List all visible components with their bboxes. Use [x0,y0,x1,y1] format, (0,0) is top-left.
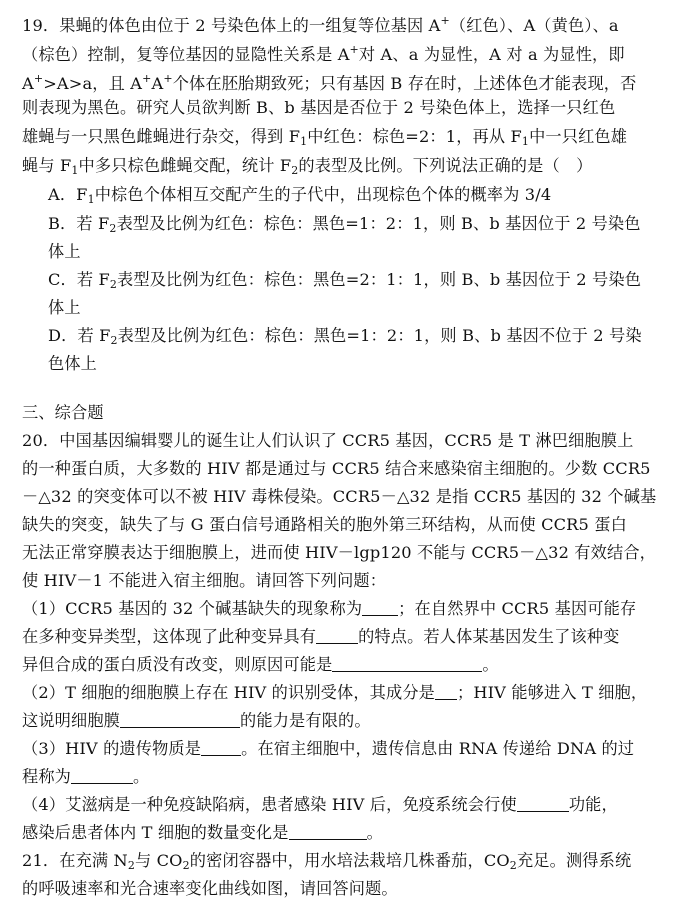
q20-line-1: 20．中国基因编辑婴儿的诞生让人们认识了 CCR5 基因，CCR5 是 T 淋巴细胞膜上 [22,431,634,450]
q20-line-5: 无法正常穿膜表达于细胞膜上，进而使 HIV－lgp120 不能与 CCR5－△32 有效结合， [22,543,656,562]
q19-option-c: C．若 $F_2$表型及比例为红色：棕色：黑色=2：1：1，则 B、b 基因位于 2 号染色 [48,270,642,291]
answer-blank-5[interactable] [120,710,240,728]
answer-blank-6[interactable] [201,738,241,756]
answer-blank-8[interactable] [517,794,569,812]
q19-line-3: A+>A>a，且 A+A+个体在胚胎期致死；只有基因 B 存在时，上述体色才能表现，否 [22,72,637,93]
q19-line-6: 蝇与 $F_1$中多只棕色雌蝇交配，统计 $F_2$的表型及比例。下列说法正确的是（ ） [22,156,593,177]
q20-part-3-line-1: （3）HIV 的遗传物质是 。在宿主细胞中，遗传信息由 RNA 传递给 DNA 的过 [22,739,635,758]
q19-option-b: B．若 $F_2$表型及比例为红色：棕色：黑色=1：2：1，则 B、b 基因位于 2 号染色 [48,214,641,235]
q21-line-2: 的呼吸速率和光合速率变化曲线如图，请回答问题。 [22,879,398,898]
q19-line-1: 19．果蝇的体色由位于 2 号染色体上的一组复等位基因 A+（红色）、A（黄色）、a [22,14,619,35]
q19-option-d-cont: 色体上 [48,354,98,373]
q20-line-4: 缺失的突变，缺失了与 G 蛋白信号通路相关的胞外第三环结构，从而使 CCR5 蛋白 [22,515,627,534]
q20-part-1-line-3: 异但合成的蛋白质没有改变，则原因可能是 。 [22,655,499,674]
answer-blank-1[interactable] [362,598,398,616]
q20-part-3-line-2: 程称为 。 [22,767,150,786]
q19-line-5: 雄蝇与一只黑色雌蝇进行杂交，得到 $F_1$中红色：棕色=2：1，再从 $F_1$中一只红色雄 [22,127,628,148]
answer-blank-3[interactable] [332,654,482,672]
q20-part-2-line-2: 这说明细胞膜 的能力是有限的。 [22,711,371,730]
q20-part-1-line-1: （1）CCR5 基因的 32 个碱基缺失的现象称为 ；在自然界中 CCR5 基因可能存 [22,599,637,618]
q20-line-2: 的一种蛋白质，大多数的 HIV 都是通过与 CCR5 结合来感染宿主细胞的。少数 CCR5 [22,459,651,478]
q20-part-4-line-1: （4）艾滋病是一种免疫缺陷病，患者感染 HIV 后，免疫系统会行使 功能， [22,795,618,814]
q20-part-1-line-2: 在多种变异类型，这体现了此种变异具有 的特点。若人体某基因发生了该种变 [22,627,620,646]
q19-option-b-cont: 体上 [48,242,81,261]
q19-line-4: 则表现为黑色。研究人员欲判断 B、b 基因是否位于 2 号染色体上，选择一只红色 [22,98,616,117]
q20-part-2-line-1: （2）T 细胞的细胞膜上存在 HIV 的识别受体，其成分是 ；HIV 能够进入 T 细胞， [22,683,648,702]
answer-blank-7[interactable] [71,766,133,784]
section-heading: 三、综合题 [22,403,104,422]
q20-line-6: 使 HIV－1 不能进入宿主细胞。请回答下列问题： [22,571,387,590]
q20-line-3: －△32 的突变体可以不被 HIV 毒株侵染。CCR5－△32 是指 CCR5 基因的 32 个碱基 [22,487,657,506]
answer-blank-2[interactable] [316,626,358,644]
q19-line-2: （棕色）控制，复等位基因的显隐性关系是 A+对 A、a 为显性，A 对 a 为显性，即 [22,43,625,64]
answer-blank-9[interactable] [289,822,367,840]
q19-option-a: A．$F_1$中棕色个体相互交配产生的子代中，出现棕色个体的概率为 3/4 [48,185,552,206]
q19-option-c-cont: 体上 [48,298,81,317]
q21-line-1: 21．在充满 $N_2$与 $CO_2$的密闭容器中，用水培法栽培几株番茄，$CO_2$充足。测得系统 [22,851,632,872]
q19-option-d: D．若 $F_2$表型及比例为红色：棕色：黑色=1：2：1，则 B、b 基因不位于 2 号染 [48,326,642,347]
answer-blank-4[interactable] [435,682,457,700]
q20-part-4-line-2: 感染后患者体内 T 细胞的数量变化是 。 [22,823,383,842]
